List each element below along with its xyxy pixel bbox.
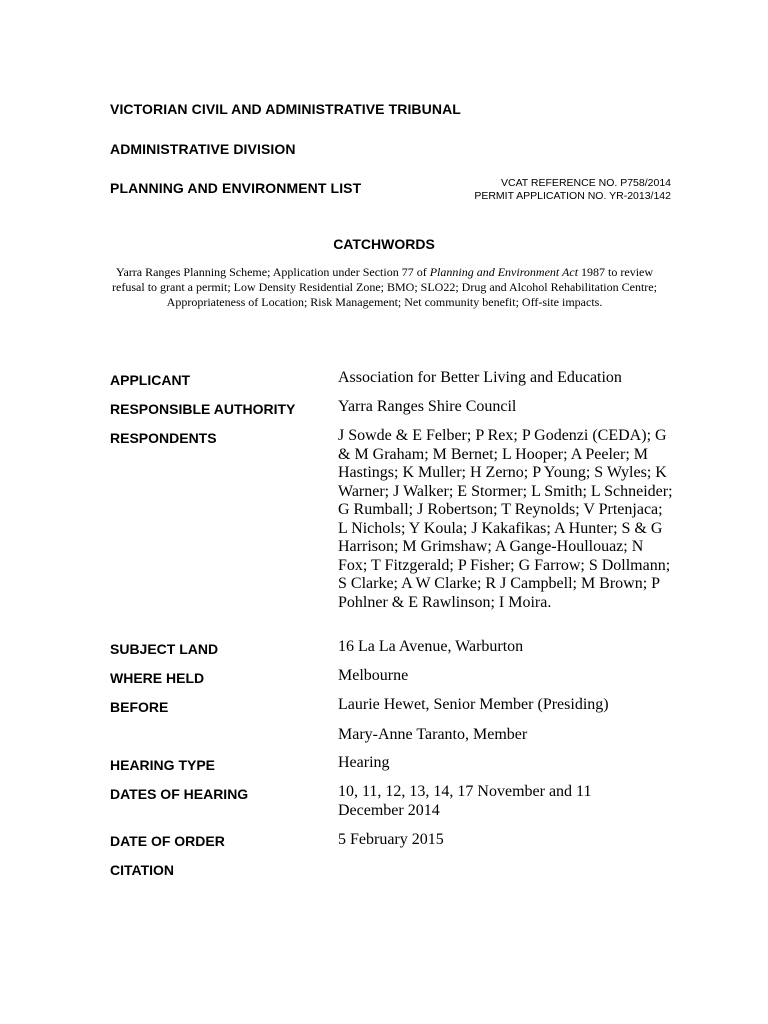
catchwords-text [108,265,661,310]
before-value-presiding: Laurie Hewet, Senior Member (Presiding) [338,696,609,713]
hearing-type-label: HEARING TYPE [110,757,216,773]
catchwords-title: CATCHWORDS [333,236,435,252]
division-heading: ADMINISTRATIVE DIVISION [110,141,296,157]
subject-land-label: SUBJECT LAND [110,641,219,657]
before-label: BEFORE [110,699,169,715]
applicant-value: Association for Better Living and Education [338,369,622,386]
catchwords-text-part-2: 1987 to review refusal to grant a permit; Low Density Residential Zone; BMO; SLO22; Drug and Alcohol Rehabilitation Centre; Appropriateness of Location; Risk Management; Net community benefit; Off-site impacts. [112,265,657,309]
vcat-reference: VCAT REFERENCE NO. P758/2014 [500,177,671,189]
catchwords-text-part-1: Yarra Ranges Planning Scheme; Application under Section 77 of [115,265,430,279]
list-heading: PLANNING AND ENVIRONMENT LIST [110,180,362,196]
dates-value: 10, 11, 12, 13, 14, 17 November and 11 December 2014 [338,783,592,819]
where-held-label: WHERE HELD [110,670,205,686]
reference-block [474,177,671,203]
order-date-label: DATE OF ORDER [110,833,225,849]
respondents-label: RESPONDENTS [110,430,217,446]
subject-land-value: 16 La La Avenue, Warburton [338,638,524,655]
hearing-type-value: Hearing [338,754,390,771]
order-date-value: 5 February 2015 [338,831,444,848]
permit-application: PERMIT APPLICATION NO. YR-2013/142 [474,190,671,202]
dates-label: DATES OF HEARING [110,786,249,802]
respondents-value: J Sowde & E Felber; P Rex; P Godenzi (CEDA); G & M Graham; M Bernet; L Hooper; A Peeler; M Hastings; K Muller; H Zerno; P Young; S Wyles; K Warner; J Walker; E Stormer; L Smith; L Schneider; G Rumball; J Robertson; T Reynolds; V Prtenjaca; L Nichols; Y Koula; J Kakafikas; A Hunter; S & G Harrison; M Grimshaw; A Gange-Houllouaz; N Fox; T Fitzgerald; P Fisher; G Farrow; S Dollmann; S Clarke; A W Clarke; R J Campbell; M Brown; P Pohlner & E Rawlinson; I Moira. [338,427,673,611]
where-held-value: Melbourne [338,667,409,684]
applicant-label: APPLICANT [110,372,191,388]
before-value-member: Mary-Anne Taranto, Member [338,726,528,743]
act-name: Planning and Environment Act [429,265,579,279]
citation-label: CITATION [110,862,175,878]
authority-value: Yarra Ranges Shire Council [338,398,517,415]
tribunal-heading: VICTORIAN CIVIL AND ADMINISTRATIVE TRIBUNAL [110,101,461,117]
authority-label: RESPONSIBLE AUTHORITY [110,401,296,417]
